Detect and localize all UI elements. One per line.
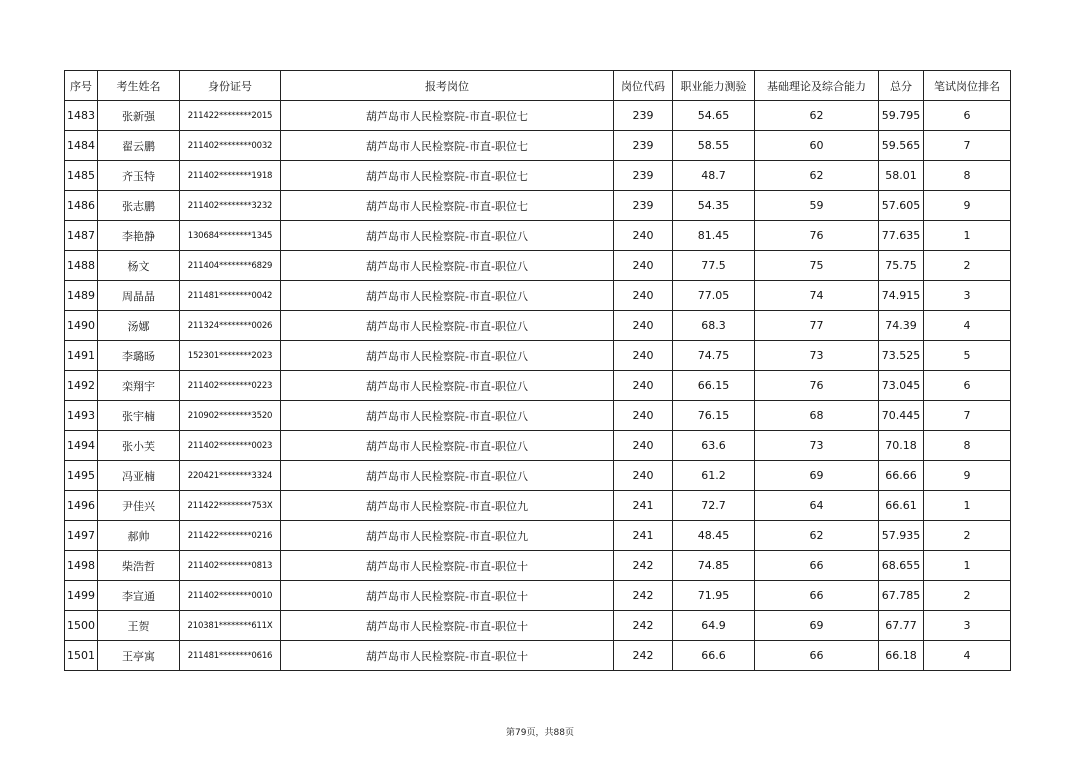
cell-theory: 66	[755, 581, 879, 611]
cell-code: 240	[614, 371, 673, 401]
cell-id: 211402********0032	[180, 131, 281, 161]
cell-code: 240	[614, 431, 673, 461]
cell-total: 70.18	[879, 431, 924, 461]
cell-name: 张志鹏	[98, 191, 180, 221]
cell-code: 242	[614, 581, 673, 611]
cell-id: 130684********1345	[180, 221, 281, 251]
cell-name: 柴浩哲	[98, 551, 180, 581]
cell-total: 66.18	[879, 641, 924, 671]
cell-id: 211402********0813	[180, 551, 281, 581]
cell-id: 211422********2015	[180, 101, 281, 131]
cell-seq: 1495	[65, 461, 98, 491]
cell-aptitude: 81.45	[673, 221, 755, 251]
cell-rank: 1	[924, 551, 1011, 581]
cell-aptitude: 74.85	[673, 551, 755, 581]
cell-name: 王贺	[98, 611, 180, 641]
cell-id: 211402********3232	[180, 191, 281, 221]
table-row	[65, 101, 1011, 131]
header-total: 总分	[879, 71, 924, 101]
cell-id: 211422********0216	[180, 521, 281, 551]
cell-position: 葫芦岛市人民检察院-市直-职位八	[281, 401, 614, 431]
cell-id: 211404********6829	[180, 251, 281, 281]
cell-theory: 73	[755, 431, 879, 461]
cell-seq: 1484	[65, 131, 98, 161]
cell-rank: 4	[924, 311, 1011, 341]
cell-id: 210381********611X	[180, 611, 281, 641]
header-rank: 笔试岗位排名	[924, 71, 1011, 101]
cell-theory: 69	[755, 461, 879, 491]
cell-aptitude: 66.6	[673, 641, 755, 671]
cell-name: 李宣通	[98, 581, 180, 611]
cell-seq: 1490	[65, 311, 98, 341]
cell-seq: 1494	[65, 431, 98, 461]
cell-id: 211481********0042	[180, 281, 281, 311]
cell-seq: 1486	[65, 191, 98, 221]
cell-seq: 1498	[65, 551, 98, 581]
cell-theory: 76	[755, 221, 879, 251]
cell-position: 葫芦岛市人民检察院-市直-职位七	[281, 131, 614, 161]
cell-rank: 2	[924, 521, 1011, 551]
table-row	[65, 641, 1011, 671]
cell-position: 葫芦岛市人民检察院-市直-职位七	[281, 191, 614, 221]
cell-name: 张小芙	[98, 431, 180, 461]
header-position: 报考岗位	[281, 71, 614, 101]
header-name: 考生姓名	[98, 71, 180, 101]
cell-theory: 68	[755, 401, 879, 431]
cell-code: 242	[614, 641, 673, 671]
cell-seq: 1492	[65, 371, 98, 401]
cell-id: 211324********0026	[180, 311, 281, 341]
table-row	[65, 161, 1011, 191]
cell-position: 葫芦岛市人民检察院-市直-职位八	[281, 371, 614, 401]
cell-rank: 5	[924, 341, 1011, 371]
cell-total: 66.66	[879, 461, 924, 491]
cell-total: 77.635	[879, 221, 924, 251]
cell-seq: 1489	[65, 281, 98, 311]
header-theory: 基础理论及综合能力	[755, 71, 879, 101]
cell-rank: 7	[924, 131, 1011, 161]
cell-name: 齐玉特	[98, 161, 180, 191]
cell-code: 240	[614, 461, 673, 491]
cell-theory: 66	[755, 551, 879, 581]
cell-aptitude: 54.65	[673, 101, 755, 131]
cell-id: 211402********0023	[180, 431, 281, 461]
table-row	[65, 371, 1011, 401]
cell-seq: 1501	[65, 641, 98, 671]
table-row	[65, 461, 1011, 491]
cell-aptitude: 64.9	[673, 611, 755, 641]
cell-aptitude: 48.45	[673, 521, 755, 551]
cell-rank: 3	[924, 611, 1011, 641]
cell-seq: 1487	[65, 221, 98, 251]
cell-position: 葫芦岛市人民检察院-市直-职位八	[281, 311, 614, 341]
cell-total: 58.01	[879, 161, 924, 191]
cell-position: 葫芦岛市人民检察院-市直-职位八	[281, 221, 614, 251]
table-row	[65, 131, 1011, 161]
cell-rank: 7	[924, 401, 1011, 431]
cell-aptitude: 66.15	[673, 371, 755, 401]
cell-name: 张宇楠	[98, 401, 180, 431]
cell-total: 74.39	[879, 311, 924, 341]
table-row	[65, 521, 1011, 551]
cell-rank: 8	[924, 431, 1011, 461]
cell-rank: 4	[924, 641, 1011, 671]
cell-rank: 9	[924, 191, 1011, 221]
header-code: 岗位代码	[614, 71, 673, 101]
cell-rank: 9	[924, 461, 1011, 491]
cell-code: 240	[614, 221, 673, 251]
cell-id: 211402********0010	[180, 581, 281, 611]
cell-code: 242	[614, 551, 673, 581]
cell-id: 211402********1918	[180, 161, 281, 191]
cell-rank: 2	[924, 251, 1011, 281]
cell-aptitude: 77.05	[673, 281, 755, 311]
cell-code: 241	[614, 491, 673, 521]
cell-position: 葫芦岛市人民检察院-市直-职位八	[281, 431, 614, 461]
cell-position: 葫芦岛市人民检察院-市直-职位十	[281, 551, 614, 581]
cell-position: 葫芦岛市人民检察院-市直-职位十	[281, 611, 614, 641]
cell-total: 68.655	[879, 551, 924, 581]
cell-total: 73.045	[879, 371, 924, 401]
cell-name: 栾翔宇	[98, 371, 180, 401]
cell-code: 240	[614, 401, 673, 431]
cell-seq: 1496	[65, 491, 98, 521]
cell-total: 73.525	[879, 341, 924, 371]
cell-name: 尹佳兴	[98, 491, 180, 521]
page-number: 第79页，共88页	[506, 728, 574, 738]
cell-total: 70.445	[879, 401, 924, 431]
cell-theory: 66	[755, 641, 879, 671]
table-row	[65, 251, 1011, 281]
table-row	[65, 551, 1011, 581]
cell-code: 240	[614, 341, 673, 371]
cell-name: 李艳静	[98, 221, 180, 251]
cell-rank: 6	[924, 101, 1011, 131]
cell-total: 59.565	[879, 131, 924, 161]
cell-rank: 1	[924, 491, 1011, 521]
cell-code: 239	[614, 101, 673, 131]
cell-theory: 62	[755, 161, 879, 191]
cell-position: 葫芦岛市人民检察院-市直-职位八	[281, 281, 614, 311]
cell-theory: 62	[755, 521, 879, 551]
cell-aptitude: 61.2	[673, 461, 755, 491]
cell-theory: 69	[755, 611, 879, 641]
table-row	[65, 611, 1011, 641]
cell-id: 152301********2023	[180, 341, 281, 371]
cell-seq: 1483	[65, 101, 98, 131]
table-row	[65, 431, 1011, 461]
header-row	[65, 71, 1011, 101]
cell-rank: 6	[924, 371, 1011, 401]
cell-aptitude: 72.7	[673, 491, 755, 521]
cell-position: 葫芦岛市人民检察院-市直-职位九	[281, 491, 614, 521]
cell-name: 张新强	[98, 101, 180, 131]
cell-seq: 1485	[65, 161, 98, 191]
table-row	[65, 581, 1011, 611]
cell-id: 210902********3520	[180, 401, 281, 431]
cell-code: 241	[614, 521, 673, 551]
cell-total: 74.915	[879, 281, 924, 311]
cell-theory: 60	[755, 131, 879, 161]
cell-total: 59.795	[879, 101, 924, 131]
cell-seq: 1491	[65, 341, 98, 371]
cell-rank: 3	[924, 281, 1011, 311]
cell-name: 李璐旸	[98, 341, 180, 371]
cell-name: 杨文	[98, 251, 180, 281]
table-row	[65, 341, 1011, 371]
cell-position: 葫芦岛市人民检察院-市直-职位七	[281, 101, 614, 131]
cell-aptitude: 77.5	[673, 251, 755, 281]
cell-position: 葫芦岛市人民检察院-市直-职位九	[281, 521, 614, 551]
cell-position: 葫芦岛市人民检察院-市直-职位八	[281, 461, 614, 491]
cell-name: 冯亚楠	[98, 461, 180, 491]
cell-id: 211402********0223	[180, 371, 281, 401]
results-table	[64, 70, 1011, 671]
cell-position: 葫芦岛市人民检察院-市直-职位十	[281, 641, 614, 671]
table-row	[65, 401, 1011, 431]
cell-theory: 64	[755, 491, 879, 521]
cell-name: 郝帅	[98, 521, 180, 551]
cell-aptitude: 63.6	[673, 431, 755, 461]
cell-aptitude: 54.35	[673, 191, 755, 221]
cell-rank: 2	[924, 581, 1011, 611]
table-row	[65, 311, 1011, 341]
cell-code: 239	[614, 131, 673, 161]
cell-aptitude: 58.55	[673, 131, 755, 161]
cell-seq: 1497	[65, 521, 98, 551]
cell-aptitude: 71.95	[673, 581, 755, 611]
cell-code: 240	[614, 311, 673, 341]
header-seq: 序号	[65, 71, 98, 101]
cell-name: 周晶晶	[98, 281, 180, 311]
cell-code: 239	[614, 161, 673, 191]
header-id: 身份证号	[180, 71, 281, 101]
cell-total: 57.605	[879, 191, 924, 221]
cell-code: 242	[614, 611, 673, 641]
cell-position: 葫芦岛市人民检察院-市直-职位七	[281, 161, 614, 191]
cell-position: 葫芦岛市人民检察院-市直-职位十	[281, 581, 614, 611]
cell-seq: 1488	[65, 251, 98, 281]
cell-aptitude: 68.3	[673, 311, 755, 341]
cell-theory: 73	[755, 341, 879, 371]
cell-name: 翟云鹏	[98, 131, 180, 161]
cell-name: 汤娜	[98, 311, 180, 341]
cell-theory: 59	[755, 191, 879, 221]
cell-aptitude: 74.75	[673, 341, 755, 371]
table-row	[65, 491, 1011, 521]
cell-total: 75.75	[879, 251, 924, 281]
cell-code: 240	[614, 281, 673, 311]
table-row	[65, 221, 1011, 251]
cell-theory: 75	[755, 251, 879, 281]
cell-rank: 1	[924, 221, 1011, 251]
table-row	[65, 191, 1011, 221]
cell-theory: 76	[755, 371, 879, 401]
cell-theory: 77	[755, 311, 879, 341]
cell-aptitude: 48.7	[673, 161, 755, 191]
cell-seq: 1493	[65, 401, 98, 431]
cell-code: 240	[614, 251, 673, 281]
cell-seq: 1499	[65, 581, 98, 611]
cell-position: 葫芦岛市人民检察院-市直-职位八	[281, 251, 614, 281]
header-aptitude: 职业能力测验	[673, 71, 755, 101]
cell-total: 66.61	[879, 491, 924, 521]
cell-total: 57.935	[879, 521, 924, 551]
cell-position: 葫芦岛市人民检察院-市直-职位八	[281, 341, 614, 371]
cell-id: 211481********0616	[180, 641, 281, 671]
cell-seq: 1500	[65, 611, 98, 641]
cell-aptitude: 76.15	[673, 401, 755, 431]
cell-theory: 74	[755, 281, 879, 311]
cell-rank: 8	[924, 161, 1011, 191]
cell-id: 220421********3324	[180, 461, 281, 491]
table-row	[65, 281, 1011, 311]
cell-total: 67.77	[879, 611, 924, 641]
cell-name: 王亭寓	[98, 641, 180, 671]
cell-total: 67.785	[879, 581, 924, 611]
cell-code: 239	[614, 191, 673, 221]
cell-id: 211422********753X	[180, 491, 281, 521]
cell-theory: 62	[755, 101, 879, 131]
